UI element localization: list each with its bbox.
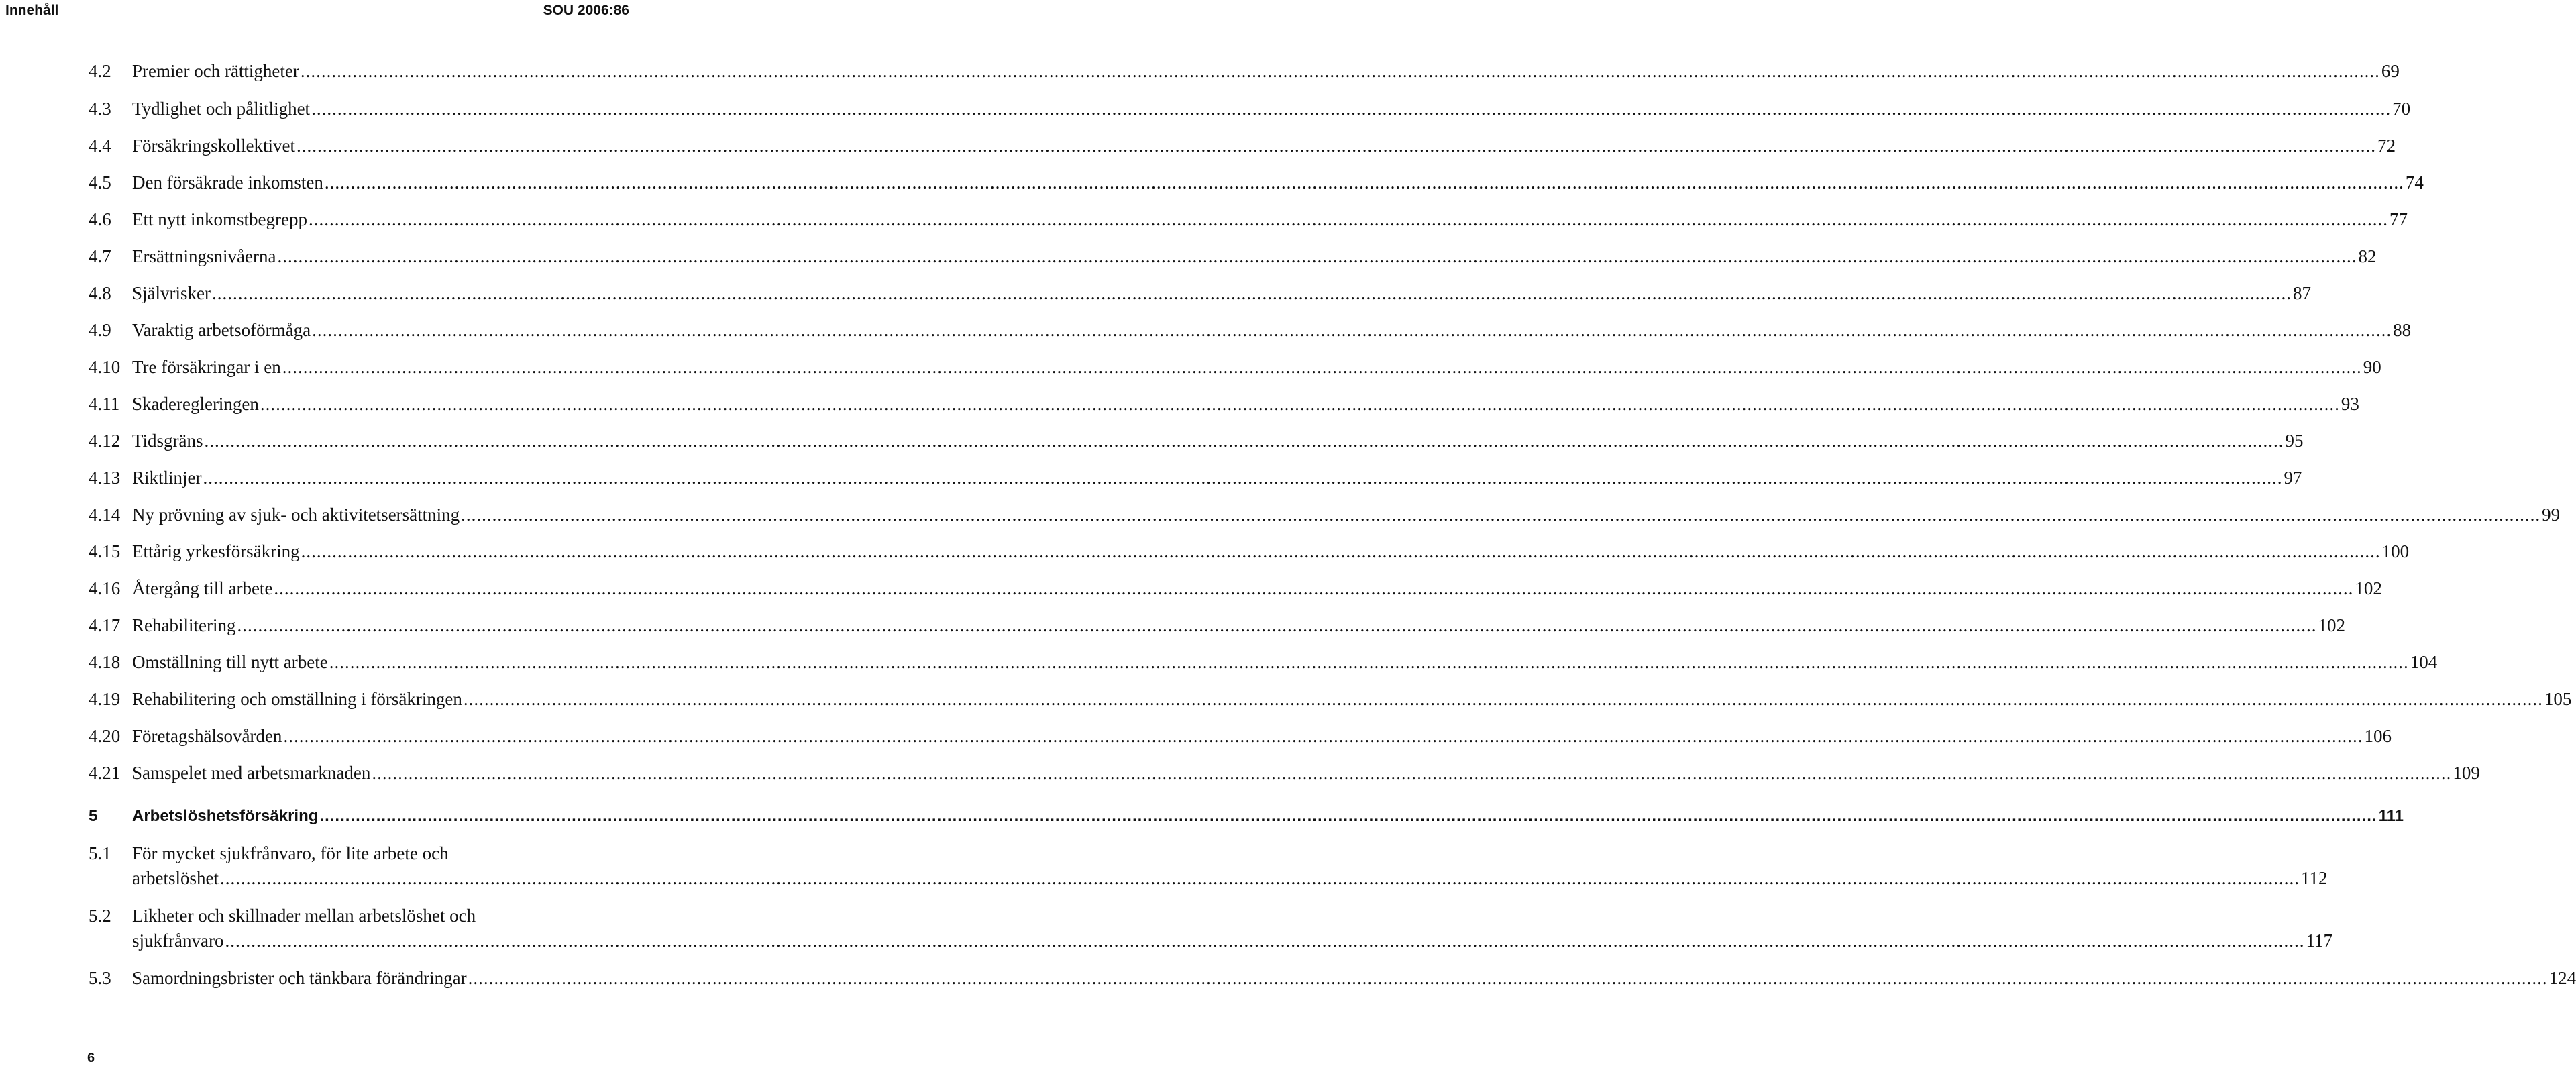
toc-entry-page: 77 xyxy=(2389,209,2408,229)
toc-entry xyxy=(89,133,2396,158)
toc-chapter-entry xyxy=(89,804,2404,828)
dot-leader: ................................................................................................................................................................................................................................................................................................................................................................................................................ xyxy=(468,968,2548,988)
page-number: 6 xyxy=(87,1051,95,1065)
dot-leader: ................................................................................................................................................................................................................................................................................................................................................................................................................ xyxy=(461,504,2541,525)
toc-entry-page: 99 xyxy=(2542,504,2561,525)
toc-entry-number: 5.3 xyxy=(89,968,111,988)
toc-entry-title: Tidsgräns xyxy=(132,431,203,451)
toc-entry-title: Tydlighet och pålitlighet xyxy=(132,99,311,119)
dot-leader: ................................................................................................................................................................................................................................................................................................................................................................................................................ xyxy=(329,652,2409,672)
toc-entry xyxy=(89,904,2332,953)
toc-entry-title: Tre försäkringar i en xyxy=(132,357,281,377)
dot-leader: ................................................................................................................................................................................................................................................................................................................................................................................................................ xyxy=(296,136,2376,156)
toc-entry-number: 5 xyxy=(89,807,98,825)
toc-entry-page: 88 xyxy=(2393,320,2412,340)
toc-entry xyxy=(89,466,2302,490)
toc-entry xyxy=(89,281,2311,306)
toc-entry-title: Ny prövning av sjuk- och aktivitetsersättning xyxy=(132,504,460,525)
toc-entry-page: 109 xyxy=(2453,763,2480,783)
toc-entry xyxy=(89,244,2377,269)
toc-entry-page: 97 xyxy=(2284,468,2302,488)
toc-entry xyxy=(89,97,2411,121)
toc-entry-title: Den försäkrade inkomsten xyxy=(132,172,323,193)
toc-entry-title: Återgång till arbete xyxy=(132,578,273,598)
dot-leader: ................................................................................................................................................................................................................................................................................................................................................................................................................ xyxy=(203,468,2283,488)
toc-entry-title: Riktlinjer xyxy=(132,468,202,488)
toc-entry-number: 4.14 xyxy=(89,504,121,525)
toc-entry-number: 4.2 xyxy=(89,61,111,81)
dot-leader: ................................................................................................................................................................................................................................................................................................................................................................................................................ xyxy=(225,930,2305,951)
toc-entry-number: 4.3 xyxy=(89,99,111,119)
dot-leader: ................................................................................................................................................................................................................................................................................................................................................................................................................ xyxy=(277,246,2357,266)
toc-entry-page: 111 xyxy=(2378,807,2404,825)
toc-entry-title-line1: Likheter och skillnader mellan arbetslöshet och xyxy=(132,906,476,926)
toc-entry-title: Premier och rättigheter xyxy=(132,61,299,81)
toc-entry-title: Rehabilitering och omställning i försäkringen xyxy=(132,689,462,709)
toc-entry xyxy=(89,502,2561,527)
toc-entry-title: sjukfrånvaro xyxy=(132,930,224,951)
toc-entry-title: Samspelet med arbetsmarknaden xyxy=(132,763,371,783)
toc-entry-page: 105 xyxy=(2544,689,2572,709)
toc-entry-title: arbetslöshet xyxy=(132,868,219,888)
dot-leader: ................................................................................................................................................................................................................................................................................................................................................................................................................ xyxy=(300,61,2380,81)
dot-leader: ................................................................................................................................................................................................................................................................................................................................................................................................................ xyxy=(312,320,2392,340)
toc-entry-number: 4.21 xyxy=(89,763,121,783)
dot-leader: ................................................................................................................................................................................................................................................................................................................................................................................................................ xyxy=(237,615,2317,635)
toc-entry-number: 4.8 xyxy=(89,283,111,303)
toc-entry-title: Skaderegleringen xyxy=(132,394,259,414)
toc-entry-number: 4.11 xyxy=(89,394,120,414)
toc-entry-page: 87 xyxy=(2292,283,2311,303)
dot-leader: ................................................................................................................................................................................................................................................................................................................................................................................................................ xyxy=(301,541,2381,561)
toc-entry-number: 5.2 xyxy=(89,906,111,926)
toc-entry xyxy=(89,613,2345,638)
toc-entry-page: 74 xyxy=(2405,172,2424,193)
toc-entry-number: 4.20 xyxy=(89,726,121,746)
toc-entry-title: Ersättningsnivåerna xyxy=(132,246,276,266)
toc-entry-page: 90 xyxy=(2363,357,2381,377)
toc-entry xyxy=(89,539,2410,564)
toc-entry xyxy=(89,318,2412,343)
toc-entry xyxy=(89,841,2328,891)
running-header-report-id: SOU 2006:86 xyxy=(543,3,629,18)
dot-leader: ................................................................................................................................................................................................................................................................................................................................................................................................................ xyxy=(282,357,2362,377)
toc-entry-title: Ett nytt inkomstbegrepp xyxy=(132,209,307,229)
toc-entry xyxy=(89,724,2392,749)
running-header-section: Innehåll xyxy=(5,3,59,18)
toc-entry-number: 4.7 xyxy=(89,246,111,266)
toc-entry xyxy=(89,576,2382,601)
toc-entry xyxy=(89,429,2304,453)
toc-entry-page: 124 xyxy=(2548,968,2576,988)
toc-entry xyxy=(89,966,2576,991)
toc-entry-title: Ettårig yrkesförsäkring xyxy=(132,541,300,561)
toc-entry-page: 100 xyxy=(2381,541,2410,561)
toc-entry-number: 5.1 xyxy=(89,843,111,863)
toc-entry-title: Rehabilitering xyxy=(132,615,236,635)
dot-leader: ................................................................................................................................................................................................................................................................................................................................................................................................................ xyxy=(308,209,2388,229)
toc-entry-page: 117 xyxy=(2306,930,2332,951)
toc-entry-title-line1: För mycket sjukfrånvaro, för lite arbete och xyxy=(132,843,449,863)
toc-entry-page: 72 xyxy=(2377,136,2396,156)
toc-entry-page: 106 xyxy=(2364,726,2392,746)
toc-entry-number: 4.17 xyxy=(89,615,121,635)
dot-leader: ................................................................................................................................................................................................................................................................................................................................................................................................................ xyxy=(319,807,2377,825)
toc-entry-number: 4.13 xyxy=(89,468,121,488)
toc-entry xyxy=(89,355,2381,380)
dot-leader: ................................................................................................................................................................................................................................................................................................................................................................................................................ xyxy=(283,726,2363,746)
toc-entry xyxy=(89,761,2480,786)
toc-entry-number: 4.4 xyxy=(89,136,111,156)
toc-entry-title: Samordningsbrister och tänkbara förändringar xyxy=(132,968,467,988)
dot-leader: ................................................................................................................................................................................................................................................................................................................................................................................................................ xyxy=(204,431,2284,451)
dot-leader: ................................................................................................................................................................................................................................................................................................................................................................................................................ xyxy=(211,283,2292,303)
toc-entry xyxy=(89,170,2424,195)
toc-entry-number: 4.19 xyxy=(89,689,121,709)
toc-entry-page: 95 xyxy=(2285,431,2304,451)
toc-entry-number: 4.12 xyxy=(89,431,121,451)
toc-entry xyxy=(89,650,2438,675)
toc-entry xyxy=(89,687,2572,712)
toc-entry xyxy=(89,207,2408,232)
toc-entry-page: 102 xyxy=(2355,578,2382,598)
toc-entry-page: 104 xyxy=(2410,652,2438,672)
toc-entry-title: Varaktig arbetsoförmåga xyxy=(132,320,311,340)
dot-leader: ................................................................................................................................................................................................................................................................................................................................................................................................................ xyxy=(219,868,2300,888)
toc-entry-page: 82 xyxy=(2358,246,2377,266)
dot-leader: ................................................................................................................................................................................................................................................................................................................................................................................................................ xyxy=(324,172,2404,193)
toc-entry-title: Omställning till nytt arbete xyxy=(132,652,328,672)
toc-entry-title: Arbetslöshetsförsäkring xyxy=(132,807,319,825)
dot-leader: ................................................................................................................................................................................................................................................................................................................................................................................................................ xyxy=(311,99,2392,119)
toc-entry-number: 4.10 xyxy=(89,357,121,377)
toc-entry-page: 69 xyxy=(2381,61,2400,81)
toc-entry-number: 4.15 xyxy=(89,541,121,561)
toc-entry-number: 4.9 xyxy=(89,320,111,340)
dot-leader: ................................................................................................................................................................................................................................................................................................................................................................................................................ xyxy=(372,763,2452,783)
toc-entry-page: 70 xyxy=(2392,99,2411,119)
toc-entry xyxy=(89,392,2359,417)
toc-entry xyxy=(89,59,2400,84)
dot-leader: ................................................................................................................................................................................................................................................................................................................................................................................................................ xyxy=(260,394,2340,414)
toc-entry-number: 4.16 xyxy=(89,578,121,598)
toc-entry-page: 112 xyxy=(2300,868,2328,888)
toc-entry-title: Självrisker xyxy=(132,283,211,303)
toc-entry-title: Företagshälsovården xyxy=(132,726,282,746)
toc-entry-page: 93 xyxy=(2341,394,2359,414)
toc-entry-number: 4.18 xyxy=(89,652,121,672)
toc-entry-title: Försäkringskollektivet xyxy=(132,136,295,156)
toc-entry-number: 4.6 xyxy=(89,209,111,229)
dot-leader: ................................................................................................................................................................................................................................................................................................................................................................................................................ xyxy=(463,689,2543,709)
dot-leader: ................................................................................................................................................................................................................................................................................................................................................................................................................ xyxy=(274,578,2354,598)
toc-entry-number: 4.5 xyxy=(89,172,111,193)
toc-entry-page: 102 xyxy=(2318,615,2345,635)
